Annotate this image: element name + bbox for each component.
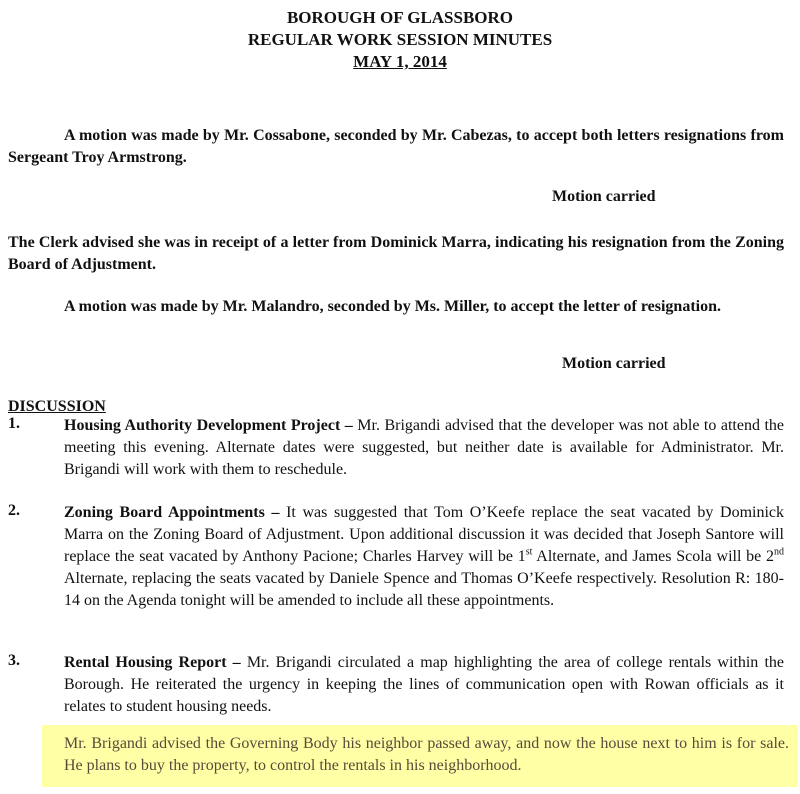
document-subtitle: REGULAR WORK SESSION MINUTES (247, 30, 553, 49)
item-2-body-a: It was suggested that Tom O’Keefe replace the seat vacated by Dominick Marra on the Zoning Board of Adjustment. Upon additional discussion it was decided that Joseph Santore will replace the seat vacated by Anthony Pacione; Charles Harvey will be 1 (64, 504, 785, 565)
item-2-title: Zoning Board Appointments – (64, 504, 280, 521)
item-2-text (64, 502, 784, 612)
item-1-title: Housing Authority Development Project – (64, 417, 353, 434)
document-date: MAY 1, 2014 (353, 52, 447, 71)
motion-2-text: A motion was made by Mr. Malandro, seconded by Ms. Miller, to accept the letter of resignation. (64, 298, 721, 315)
item-1-body: Mr. Brigandi advised that the developer was not able to attend the meeting this evening. Alternate dates were suggested, but neither date is available for Administrator. Mr. Brigandi will work with them to reschedule. (64, 417, 785, 478)
item-3-text (64, 652, 784, 718)
item-2-sup-a: st (525, 546, 533, 558)
item-2-body-b: Alternate, and James Scola will be 2 (532, 548, 774, 565)
item-2-number: 2. (8, 502, 20, 519)
clerk-note: The Clerk advised she was in receipt of a letter from Dominick Marra, indicating his resignation from the Zoning Board of Adjustment. (8, 234, 784, 273)
item-2-body-c: Alternate, replacing the seats vacated by Daniele Spence and Thomas O’Keefe respectively. Resolution R: 180-14 on the Agenda tonight will be amended to include all these appointments. (64, 570, 784, 609)
item-2-sup-b: nd (774, 546, 784, 558)
discussion-heading: DISCUSSION (8, 398, 106, 415)
item-3-title: Rental Housing Report – (64, 654, 241, 671)
item-1-text (64, 415, 784, 481)
item-3-body: Mr. Brigandi circulated a map highlighting the area of college rentals within the Borough. He reiterated the urgency in keeping the lines of communication open with Rowan officials as it relates to student housing needs. (64, 654, 784, 715)
date-line-wrap (0, 52, 800, 72)
highlighted-note: Mr. Brigandi advised the Governing Body his neighbor passed away, and now the house next to him is for sale. He plans to buy the property, to control the rentals in his neighborhood. (64, 735, 789, 774)
motion-2-result: Motion carried (562, 355, 666, 372)
motion-1-result: Motion carried (552, 188, 656, 205)
document-title: BOROUGH OF GLASSBORO (286, 8, 514, 27)
motion-1-text: A motion was made by Mr. Cossabone, seconded by Mr. Cabezas, to accept both letters resignations from Sergeant Troy Armstrong. (8, 127, 784, 166)
item-1-number: 1. (8, 415, 20, 432)
item-3-number: 3. (8, 652, 20, 669)
